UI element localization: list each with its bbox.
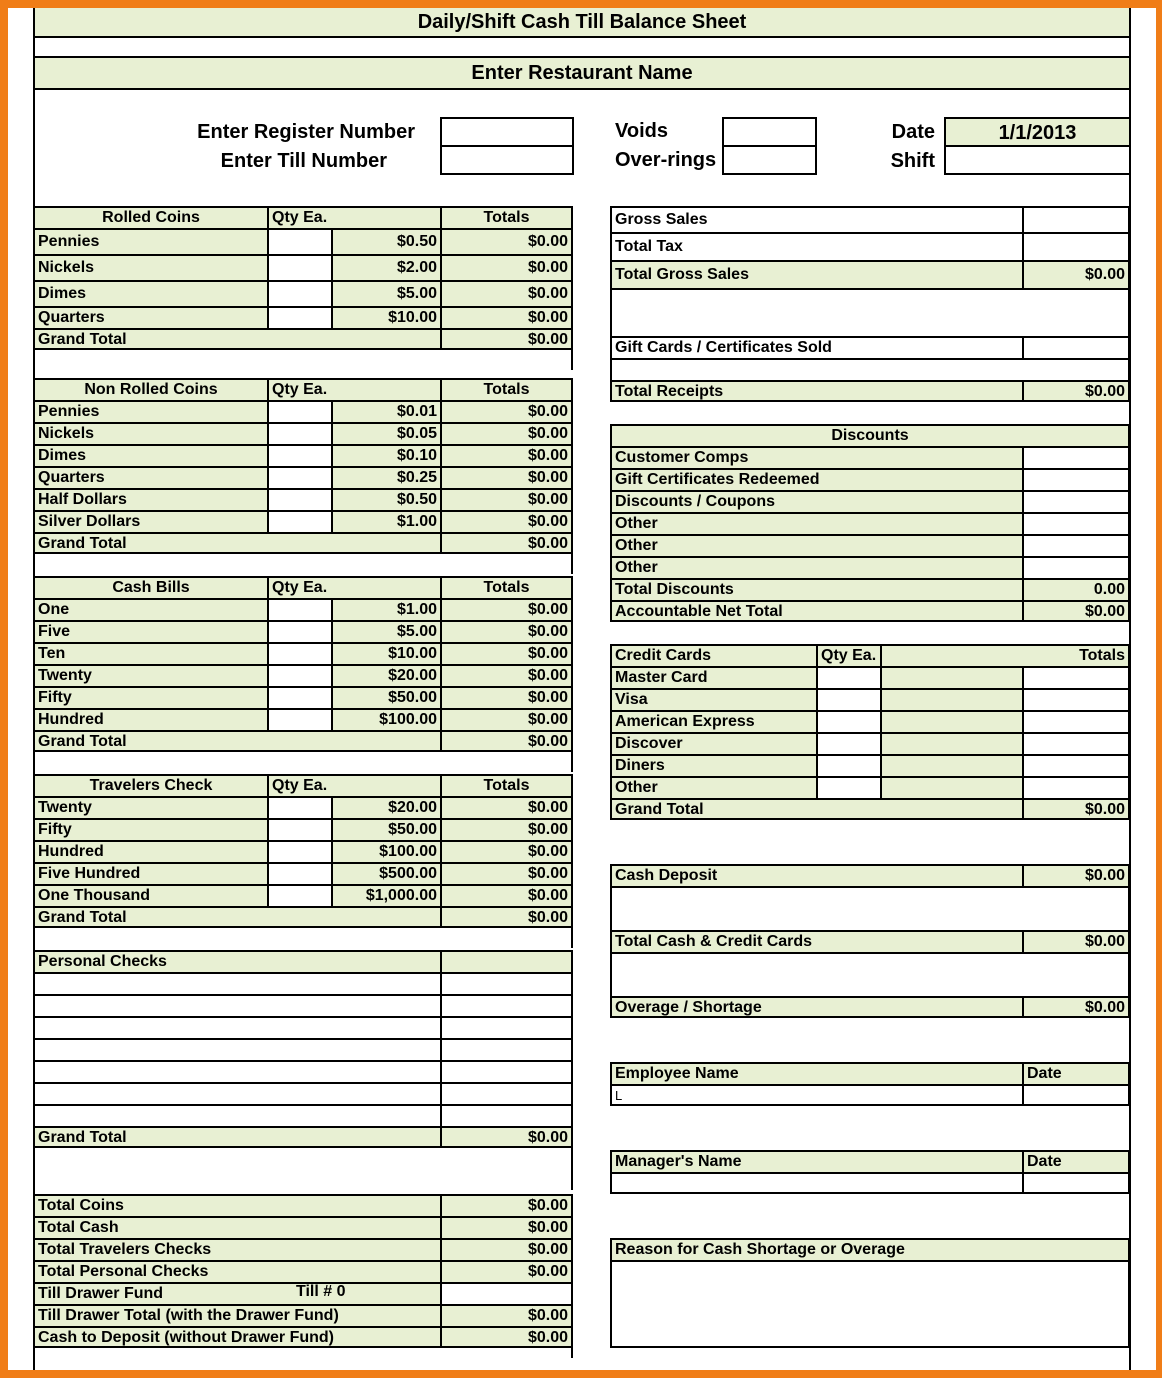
rate-value: $20.00 [331,664,440,686]
qty-input[interactable] [267,862,331,884]
row-label: Five Hundred [33,862,267,884]
employee-name-label: Employee Name [610,1062,1022,1084]
personal-check-amount[interactable] [440,1038,573,1060]
gift-cards-sold-input[interactable] [1022,336,1130,358]
rate-value: $10.00 [331,642,440,664]
total-value: $0.00 [440,796,573,818]
total-cash-credit-label: Total Cash & Credit Cards [610,930,1022,952]
credit-card-label: Discover [610,732,816,754]
date-input[interactable]: 1/1/2013 [944,117,1131,147]
summary-value: $0.00 [440,1216,573,1238]
qty-input[interactable] [267,510,331,532]
credit-total-input[interactable] [1022,754,1130,776]
qty-header: Qty Ea. [816,644,880,666]
row-label: One [33,598,267,620]
total-value: $0.00 [440,884,573,906]
overrings-label: Over-rings [615,149,717,171]
row-label: Quarters [33,466,267,488]
cash-deposit-label: Cash Deposit [610,864,1022,886]
credit-qty-input[interactable] [816,710,880,732]
voids-label: Voids [615,120,668,142]
total-value: $0.00 [440,510,573,532]
summary-label: Total Coins [33,1194,440,1216]
rate-value: $0.05 [331,422,440,444]
qty-header: Qty Ea. [267,576,440,598]
total-tax-input[interactable] [1022,232,1130,260]
rate-value: $0.10 [331,444,440,466]
summary-value: $0.00 [440,1238,573,1260]
personal-checks-title: Personal Checks [33,950,440,972]
credit-qty-input[interactable] [816,688,880,710]
summary-label: Total Cash [33,1216,440,1238]
total-value: $0.00 [440,280,573,306]
grand-total-label: Grand Total [33,532,440,554]
spacer-row [33,1148,573,1190]
qty-input[interactable] [267,686,331,708]
qty-input[interactable] [267,228,331,254]
rate-value: $10.00 [331,306,440,328]
till-number-label: Till # 0 [296,1283,346,1300]
grand-total-value: $0.00 [440,1126,573,1148]
totals-header: Totals [440,378,573,400]
personal-check-entry[interactable] [33,972,440,994]
summary-label: Cash to Deposit (without Drawer Fund) [33,1326,440,1348]
section-title: Travelers Check [33,774,267,796]
spacer-row [33,752,573,772]
rate-value: $100.00 [331,708,440,730]
row-label: Pennies [33,228,267,254]
summary-value: $0.00 [440,1260,573,1282]
total-value: $0.00 [440,598,573,620]
total-discounts-label: Total Discounts [610,578,1022,600]
personal-check-amount[interactable] [440,1016,573,1038]
qty-input[interactable] [267,400,331,422]
discount-label: Other [610,556,1022,578]
row-label: Fifty [33,686,267,708]
discounts-title: Discounts [610,424,1130,446]
employee-name-input[interactable]: L [610,1084,1022,1106]
rate-value: $0.50 [331,488,440,510]
qty-input[interactable] [267,280,331,306]
rate-value: $1.00 [331,510,440,532]
section-title: Rolled Coins [33,206,267,228]
row-label: One Thousand [33,884,267,906]
total-gross-sales-label: Total Gross Sales [610,260,1022,288]
credit-amount-fill [880,710,1022,732]
credit-card-label: Master Card [610,666,816,688]
credit-qty-input[interactable] [816,666,880,688]
total-value: $0.00 [440,254,573,280]
gross-sales-input[interactable] [1022,206,1130,232]
total-cash-credit-value: $0.00 [1022,930,1130,952]
total-value: $0.00 [440,306,573,328]
discount-input[interactable] [1022,468,1130,490]
rate-value: $1,000.00 [331,884,440,906]
credit-qty-input[interactable] [816,732,880,754]
discount-label: Other [610,512,1022,534]
total-value: $0.00 [440,664,573,686]
total-value: $0.00 [440,422,573,444]
summary-label: Total Personal Checks [33,1260,440,1282]
qty-header: Qty Ea. [267,206,440,228]
discount-label: Customer Comps [610,446,1022,468]
spacer-row [33,1348,573,1358]
total-value: $0.00 [440,642,573,664]
personal-check-amount[interactable] [440,972,573,994]
personal-check-entry[interactable] [33,1060,440,1082]
gift-cards-sold-label: Gift Cards / Certificates Sold [610,336,1022,358]
credit-card-label: Visa [610,688,816,710]
spacer-row [610,886,1130,930]
employee-date-input[interactable] [1022,1084,1130,1106]
discount-input[interactable] [1022,490,1130,512]
row-label: Quarters [33,306,267,328]
spacer-row [33,554,573,574]
manager-name-label: Manager's Name [610,1150,1022,1172]
credit-amount-fill [880,732,1022,754]
reason-textarea[interactable] [610,1260,1130,1348]
spacer-row [33,928,573,948]
credit-amount-fill [880,666,1022,688]
qty-input[interactable] [267,488,331,510]
personal-check-entry[interactable] [33,1104,440,1126]
rate-value: $100.00 [331,840,440,862]
employee-date-label: Date [1022,1062,1130,1084]
row-label: Hundred [33,708,267,730]
personal-check-entry[interactable] [33,1038,440,1060]
shift-input[interactable] [944,145,1131,175]
rate-value: $0.50 [331,228,440,254]
totals-header: Totals [880,644,1130,666]
qty-input[interactable] [267,598,331,620]
credit-total-input[interactable] [1022,666,1130,688]
manager-name-input[interactable] [610,1172,1022,1194]
summary-value: $0.00 [440,1304,573,1326]
row-label: Hundred [33,840,267,862]
rate-value: $50.00 [331,686,440,708]
manager-date-label: Date [1022,1150,1130,1172]
qty-input[interactable] [267,796,331,818]
qty-input[interactable] [267,664,331,686]
overage-shortage-label: Overage / Shortage [610,996,1022,1018]
total-value: $0.00 [440,488,573,510]
overage-shortage-value: $0.00 [1022,996,1130,1018]
net-total-value: $0.00 [1022,600,1130,622]
row-label: Ten [33,642,267,664]
credit-total-input[interactable] [1022,710,1130,732]
personal-check-amount[interactable] [440,994,573,1016]
register-label: Enter Register Number [197,121,415,143]
page-title: Daily/Shift Cash Till Balance Sheet [33,8,1131,38]
grand-total-value: $0.00 [1022,798,1130,820]
total-gross-sales-value: $0.00 [1022,260,1130,288]
totals-header: Totals [440,576,573,598]
rate-value: $2.00 [331,254,440,280]
spacer-row [610,358,1130,380]
grand-total-value: $0.00 [440,730,573,752]
summary-value: $0.00 [440,1194,573,1216]
row-label: Silver Dollars [33,510,267,532]
grand-total-label: Grand Total [610,798,1022,820]
gross-sales-label: Gross Sales [610,206,1022,232]
qty-input[interactable] [267,642,331,664]
grand-total-label: Grand Total [33,906,440,928]
total-receipts-label: Total Receipts [610,380,1022,402]
row-label: Dimes [33,444,267,466]
discount-label: Discounts / Coupons [610,490,1022,512]
credit-amount-fill [880,688,1022,710]
row-label: Half Dollars [33,488,267,510]
register-input[interactable] [440,117,574,147]
credit-qty-input[interactable] [816,754,880,776]
rate-value: $20.00 [331,796,440,818]
section-title: Non Rolled Coins [33,378,267,400]
discount-label: Other [610,534,1022,556]
credit-cards-title: Credit Cards [610,644,816,666]
total-value: $0.00 [440,818,573,840]
discount-input[interactable] [1022,446,1130,468]
total-tax-label: Total Tax [610,232,1022,260]
grand-total-value: $0.00 [440,328,573,350]
summary-label: Till Drawer Total (with the Drawer Fund) [33,1304,440,1326]
qty-input[interactable] [267,444,331,466]
credit-total-input[interactable] [1022,732,1130,754]
total-value: $0.00 [440,466,573,488]
rate-value: $50.00 [331,818,440,840]
discount-input[interactable] [1022,556,1130,578]
voids-input[interactable] [722,117,817,147]
row-label: Five [33,620,267,642]
total-value: $0.00 [440,400,573,422]
credit-total-input[interactable] [1022,688,1130,710]
spacer-row [610,952,1130,996]
summary-label: Total Travelers Checks [33,1238,440,1260]
qty-input[interactable] [267,818,331,840]
total-value: $0.00 [440,862,573,884]
credit-amount-fill [880,776,1022,798]
total-receipts-value: $0.00 [1022,380,1130,402]
discount-label: Gift Certificates Redeemed [610,468,1022,490]
totals-header: Totals [440,206,573,228]
credit-amount-fill [880,754,1022,776]
grand-total-value: $0.00 [440,906,573,928]
date-label: Date [891,121,935,143]
credit-card-label: American Express [610,710,816,732]
rate-value: $500.00 [331,862,440,884]
total-discounts-value: 0.00 [1022,578,1130,600]
till-fund-input[interactable] [440,1282,573,1304]
reason-label: Reason for Cash Shortage or Overage [610,1238,1130,1260]
summary-label: Till Drawer Fund [33,1282,440,1304]
cash-deposit-value: $0.00 [1022,864,1130,886]
spacer-row [610,288,1130,336]
total-value: $0.00 [440,228,573,254]
qty-input[interactable] [267,306,331,328]
restaurant-name[interactable]: Enter Restaurant Name [33,58,1131,90]
qty-header: Qty Ea. [267,774,440,796]
grand-total-value: $0.00 [440,532,573,554]
personal-check-entry[interactable] [33,1082,440,1104]
rate-value: $0.25 [331,466,440,488]
grand-total-label: Grand Total [33,328,440,350]
summary-value: $0.00 [440,1326,573,1348]
credit-card-label: Other [610,776,816,798]
personal-check-amount[interactable] [440,1060,573,1082]
spacer-row [33,350,573,370]
till-input[interactable] [440,145,574,175]
spacer-row [33,38,1131,58]
qty-input[interactable] [267,620,331,642]
personal-check-entry[interactable] [33,1016,440,1038]
qty-input[interactable] [267,466,331,488]
row-label: Nickels [33,254,267,280]
shift-label: Shift [890,150,935,172]
total-value: $0.00 [440,708,573,730]
credit-qty-input[interactable] [816,776,880,798]
qty-input[interactable] [267,708,331,730]
row-label: Twenty [33,664,267,686]
qty-input[interactable] [267,422,331,444]
total-value: $0.00 [440,444,573,466]
row-label: Dimes [33,280,267,306]
grand-total-label: Grand Total [33,730,440,752]
manager-date-input[interactable] [1022,1172,1130,1194]
row-label: Fifty [33,818,267,840]
totals-header: Totals [440,774,573,796]
overrings-input[interactable] [722,145,817,175]
qty-input[interactable] [267,254,331,280]
balance-sheet [8,8,1156,1370]
qty-header: Qty Ea. [267,378,440,400]
section-title: Cash Bills [33,576,267,598]
credit-card-label: Diners [610,754,816,776]
qty-input[interactable] [267,884,331,906]
rate-value: $0.01 [331,400,440,422]
personal-check-entry[interactable] [33,994,440,1016]
rate-value: $5.00 [331,280,440,306]
discount-input[interactable] [1022,534,1130,556]
row-label: Nickels [33,422,267,444]
credit-total-input[interactable] [1022,776,1130,798]
discount-input[interactable] [1022,512,1130,534]
rate-value: $1.00 [331,598,440,620]
personal-checks-header-fill [440,950,573,972]
personal-check-amount[interactable] [440,1082,573,1104]
row-label: Twenty [33,796,267,818]
total-value: $0.00 [440,686,573,708]
row-label: Pennies [33,400,267,422]
total-value: $0.00 [440,840,573,862]
personal-check-amount[interactable] [440,1104,573,1126]
net-total-label: Accountable Net Total [610,600,1022,622]
qty-input[interactable] [267,840,331,862]
rate-value: $5.00 [331,620,440,642]
total-value: $0.00 [440,620,573,642]
grand-total-label: Grand Total [33,1126,440,1148]
till-label: Enter Till Number [220,150,387,172]
